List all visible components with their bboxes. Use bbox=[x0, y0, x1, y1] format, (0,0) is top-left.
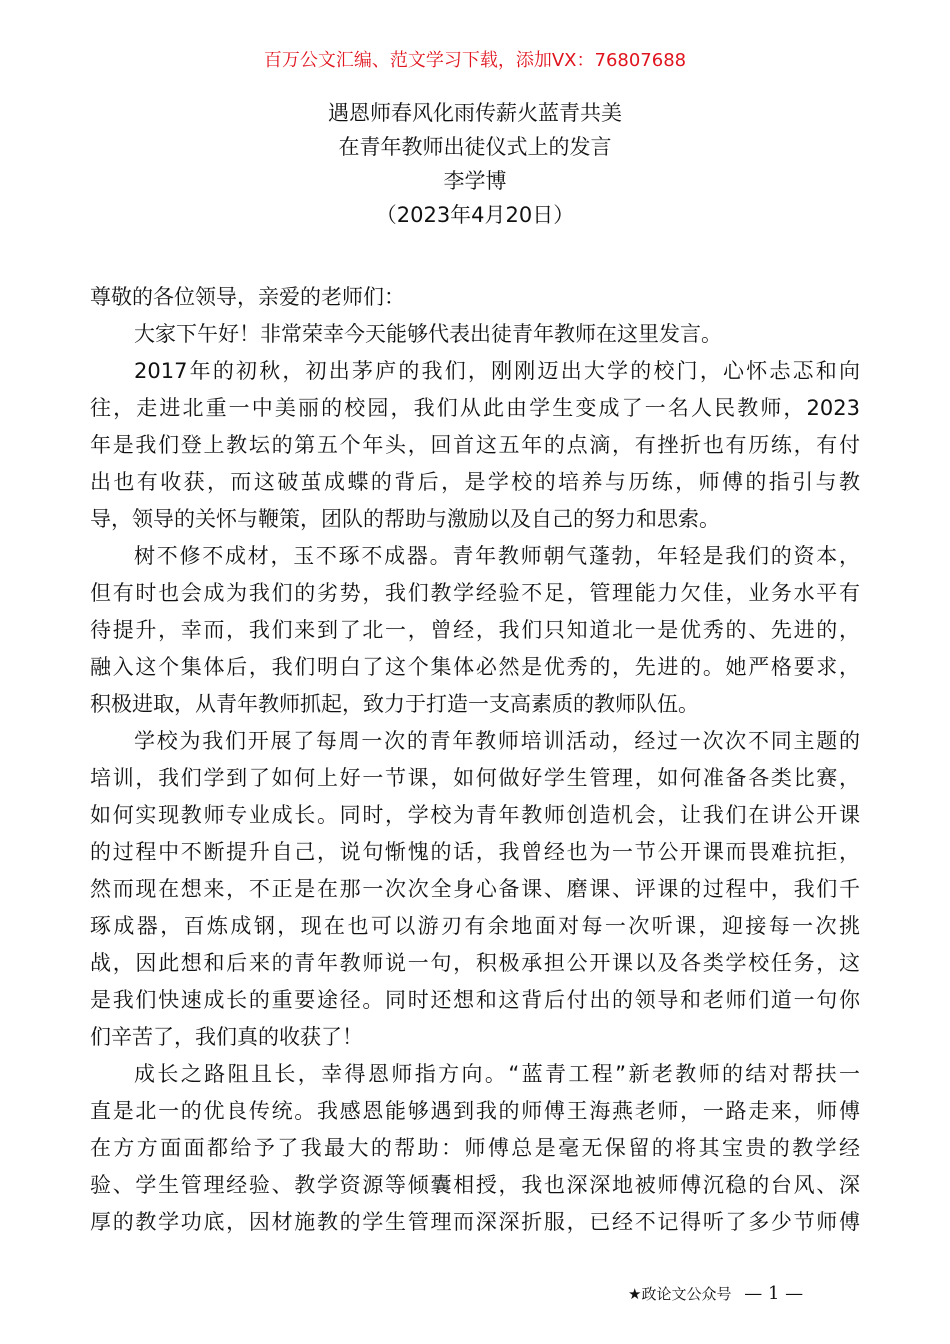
author-name: 李学博 bbox=[443, 169, 507, 193]
paragraph-line: 然而现在想来，不正是在那一次次全身心备课、磨课、评课的过程中，我们千 bbox=[90, 877, 860, 901]
paragraph-line: 培训，我们学到了如何上好一节课，如何做好学生管理，如何准备各类比赛， bbox=[90, 766, 860, 790]
title-subtitle: 在青年教师出徒仪式上的发言 bbox=[338, 135, 612, 159]
paragraph-5 bbox=[90, 1056, 860, 1241]
paragraph-line: 学校为我们开展了每周一次的青年教师培训活动，经过一次次不同主题的 bbox=[134, 729, 860, 753]
paragraph-1 bbox=[90, 316, 860, 353]
title-main: 遇恩师春风化雨传薪火蓝青共美 bbox=[328, 101, 622, 125]
paragraph-line: 的过程中不断提升自己，说句惭愧的话，我曾经也为一节公开课而畏难抗拒， bbox=[90, 840, 860, 864]
speech-body bbox=[90, 279, 860, 1241]
paragraph-line: 琢成器，百炼成钢，现在也可以游刃有余地面对每一次听课，迎接每一次挑 bbox=[90, 914, 860, 938]
source-label: ★政论文公众号 bbox=[628, 1285, 732, 1303]
paragraph-4 bbox=[90, 723, 860, 1056]
paragraph-3 bbox=[90, 538, 860, 723]
paragraph-line: 出也有收获，而这破茧成蝶的背后，是学校的培养与历练，师傅的指引与教 bbox=[90, 470, 860, 494]
paragraph-line: 如何实现教师专业成长。同时，学校为青年教师创造机会，让我们在讲公开课 bbox=[90, 803, 860, 827]
paragraph-line: 大家下午好！非常荣幸今天能够代表出徒青年教师在这里发言。 bbox=[134, 322, 722, 346]
paragraph-line: 厚的教学功底，因材施教的学生管理而深深折服，已经不记得听了多少节师傅 bbox=[90, 1210, 860, 1234]
paragraph-line: 但有时也会成为我们的劣势，我们教学经验不足，管理能力欠佳，业务水平有 bbox=[90, 581, 860, 605]
paragraph-line: 导，领导的关怀与鞭策，团队的帮助与激励以及自己的努力和思索。 bbox=[90, 507, 720, 531]
paragraph-line: 2017年的初秋，初出茅庐的我们，刚刚迈出大学的校门，心怀忐忑和向 bbox=[134, 359, 860, 383]
paragraph-line: 积极进取，从青年教师抓起，致力于打造一支高素质的教师队伍。 bbox=[90, 692, 699, 716]
paragraph-line: 往，走进北重一中美丽的校园，我们从此由学生变成了一名人民教师，2023 bbox=[90, 396, 860, 420]
paragraph-line: 直是北一的优良传统。我感恩能够遇到我的师傅王海燕老师，一路走来，师傅 bbox=[90, 1099, 860, 1123]
salutation: 尊敬的各位领导，亲爱的老师们： bbox=[90, 285, 405, 309]
paragraph-2 bbox=[90, 353, 860, 538]
speech-date: （2023年4月20日） bbox=[375, 203, 575, 227]
paragraph-line: 们辛苦了，我们真的收获了！ bbox=[90, 1025, 363, 1049]
paragraph-line: 成长之路阻且长，幸得恩师指方向。“蓝青工程”新老教师的结对帮扶一 bbox=[134, 1062, 860, 1086]
paragraph-line: 待提升，幸而，我们来到了北一，曾经，我们只知道北一是优秀的、先进的， bbox=[90, 618, 860, 642]
paragraph-line: 是我们快速成长的重要途径。同时还想和这背后付出的领导和老师们道一句你 bbox=[90, 988, 860, 1012]
paragraph-line: 验、学生管理经验、教学资源等倾囊相授，我也深深地被师傅沉稳的台风、深 bbox=[90, 1173, 860, 1197]
paragraph-line: 融入这个集体后，我们明白了这个集体必然是优秀的，先进的。她严格要求， bbox=[90, 655, 860, 679]
page-footer bbox=[628, 1283, 803, 1304]
paragraph-line: 在方方面面都给予了我最大的帮助：师傅总是毫无保留的将其宝贵的教学经 bbox=[90, 1136, 860, 1160]
page-number: — 1 — bbox=[744, 1283, 804, 1304]
paragraph-line: 树不修不成材，玉不琢不成器。青年教师朝气蓬勃，年轻是我们的资本， bbox=[134, 544, 860, 568]
paragraph-line: 年是我们登上教坛的第五个年头，回首这五年的点滴，有挫折也有历练，有付 bbox=[90, 433, 860, 457]
paragraph-line: 战，因此想和后来的青年教师说一句，积极承担公开课以及各类学校任务，这 bbox=[90, 951, 860, 975]
speech-title-block bbox=[0, 96, 950, 232]
download-ad-banner: 百万公文汇编、范文学习下载，添加VX：76807688 bbox=[263, 50, 687, 71]
